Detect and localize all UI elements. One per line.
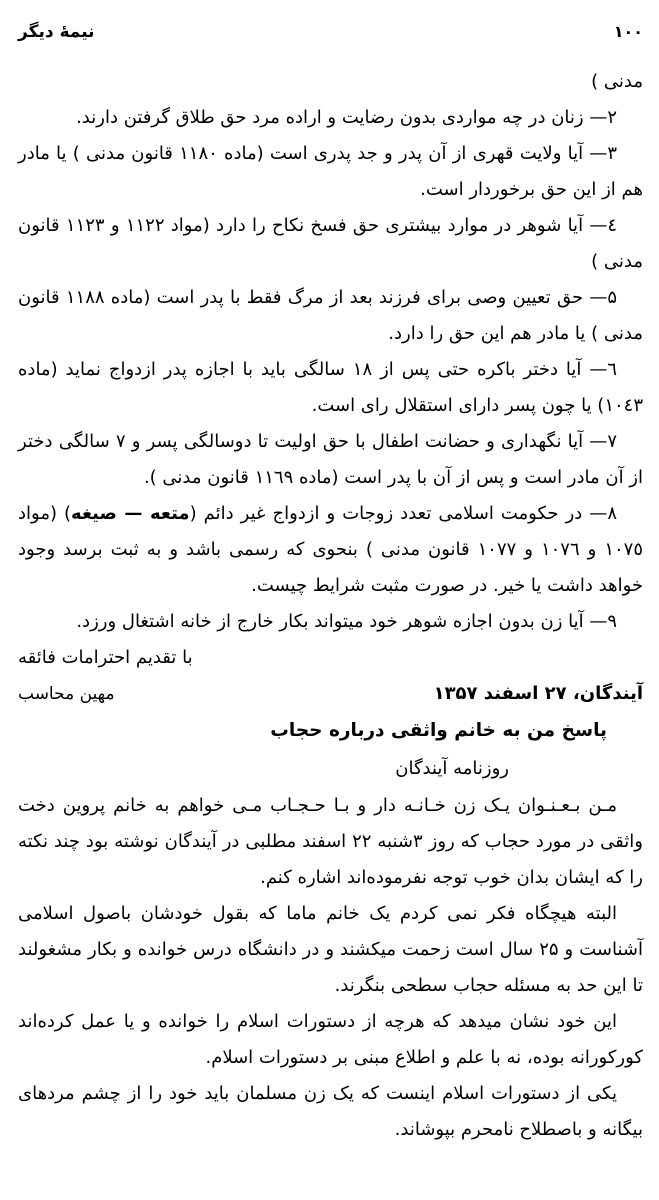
article-paragraph-2: البته هیچگاه فکر نمی کردم یک خانم ماما که بقول خودشان باصول اسلامی آشناست و ۲۵ سال است زحمت میکشند و در دانشگاه درس خوانده و بکار مشغولند تا این حد به مسئله حجاب سطحی بنگرند. <box>18 903 643 996</box>
question-item-7: ۷— آیا نگهداری و حضانت اطفال با حق اولیت تا دوسالگی پسر و ۷ سالگی دختر از آن مادر است و پس از آن با پدر است (ماده ١١٦٩ قانون مدنی ). <box>18 431 643 488</box>
source-date: آیندگان، ۲۷ اسفند ۱۳۵۷ <box>433 683 643 704</box>
newspaper-addressee: روزنامه آیندگان <box>395 758 509 779</box>
question-item-2: ۲— زنان در چه مواردی بدون رضایت و اراده مرد حق طلاق گرفتن دارند. <box>76 107 617 128</box>
question-8-post: ) (مواد ١٠٧٥ و ١٠٧٦ و ١٠٧٧ قانون مدنی ) بنحوی که رسمی باشد و به ثبت برسد وجود خواهد داشت یا خیر. در صورت مثبت شرایط چیست. <box>18 503 643 596</box>
book-title: نیمهٔ دیگر <box>18 22 95 42</box>
question-item-8 <box>18 496 643 604</box>
continuation-line: مدنی ) <box>591 71 643 92</box>
article-title: پاسخ من به خانم واثقی درباره حجاب <box>270 720 607 741</box>
question-8-emphasis: متعه — صیغه <box>71 503 190 524</box>
letter-closing: با تقدیم احترامات فائقه <box>18 647 193 668</box>
question-8-pre: ۸— در حکومت اسلامی تعدد زوجات و ازدواج غیر دائم ( <box>189 503 617 524</box>
question-item-6: ٦— آیا دختر باکره حتی پس از ۱۸ سالگی باید با اجازه پدر ازدواج نماید (ماده ١٠٤٣) یا چون پسر دارای استقلال رای است. <box>18 359 643 416</box>
byline-row <box>18 676 643 712</box>
article-paragraph-4: یکی از دستورات اسلام اینست که یک زن مسلمان باید خود را از چشم مردهای بیگانه و باصطلاح نامحرم بپوشاند. <box>18 1083 643 1140</box>
question-item-3: ۳— آیا ولایت قهری از آن پدر و جد پدری است (ماده ۱۱۸۰ قانون مدنی ) یا مادر هم از این حق برخوردار است. <box>18 143 643 200</box>
question-item-9: ۹— آیا زن بدون اجازه شوهر خود میتواند بکار خارج از خانه اشتغال ورزد. <box>76 611 617 632</box>
article-paragraph-1: مـن بـعـنـوان یـک زن خـانـه دار و بـا حـجـاب مـی خواهم به خانم پروین دخت واثقی در مورد حجاب که روز ۳شنبه ۲۲ اسفند مطلبی در آیندگان نوشته بود چند نکته را که ایشان بدان خوب توجه نفرموده‌اند اشاره کنم. <box>18 795 643 888</box>
page-body <box>18 64 643 1148</box>
question-item-5: ۵— حق تعیین وصی برای فرزند بعد از مرگ فقط با پدر است (ماده ۱۱۸۸ قانون مدنی ) یا مادر هم این حق را دارد. <box>18 287 643 344</box>
letter-signature: مهین محاسب <box>18 684 115 704</box>
question-item-4: ٤— آیا شوهر در موارد بیشتری حق فسخ نکاح را دارد (مواد ۱۱۲۲ و ۱۱۲۳ قانون مدنی ) <box>18 215 643 272</box>
page-number: ۱۰۰ <box>613 22 643 41</box>
article-paragraph-3: این خود نشان میدهد که هرچه از دستورات اسلام را خوانده و یا عمل کرده‌اند کورکورانه بوده، نه با علم و اطلاع مبنی بر دستورات اسلام. <box>18 1011 643 1068</box>
page-header <box>18 22 643 42</box>
